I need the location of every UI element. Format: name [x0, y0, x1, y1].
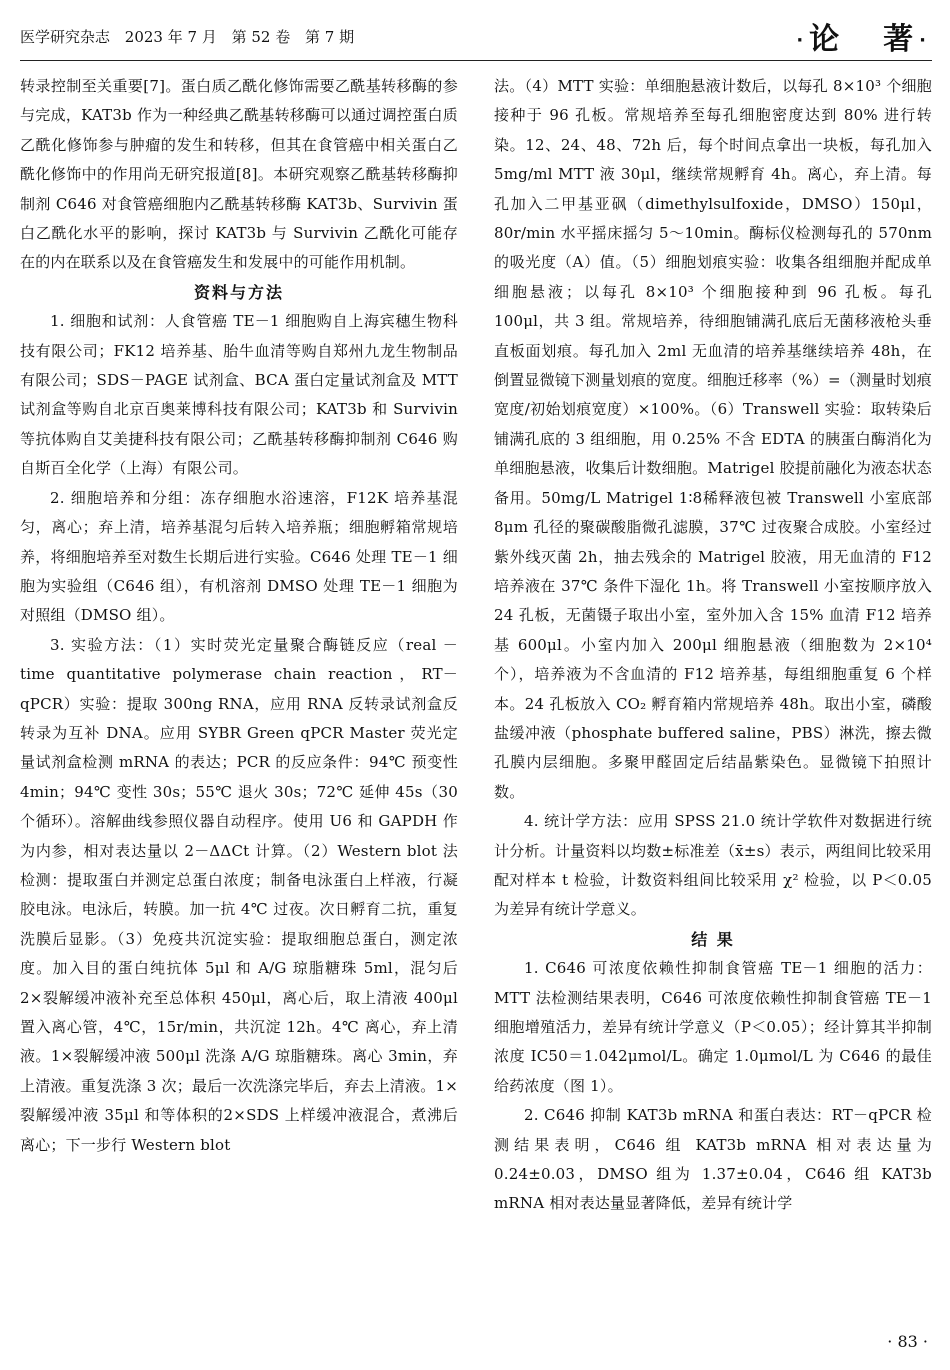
materials-paragraph: 1. 细胞和试剂：人食管癌 TE－1 细胞购自上海宾穗生物科技有限公司；FK12 培养基、胎牛血清等购自郑州九龙生物制品有限公司；SDS－PAGE 试剂盒、BCA 蛋白定量试剂盒及 MTT 试剂盒等购自北京百奥莱博科技有限公司；KAT3b 和 Survivin 等抗体购自艾美捷科技有限公司；乙酰基转移酶抑制剂 C646 购自斯百全化学（上海）有限公司。 [20, 312, 458, 478]
volume-number: 第 52 卷 [231, 28, 291, 46]
left-column [20, 72, 458, 1160]
section-char-1: 论 [809, 22, 840, 57]
section-dot-right: · [919, 30, 926, 51]
section-dot-left: · [796, 30, 804, 51]
result-1-paragraph: 1. C646 可浓度依赖性抑制食管癌 TE－1 细胞的活力：MTT 法检测结果表明，C646 可浓度依赖性抑制食管癌 TE－1 细胞增殖活力，差异有统计学意义（P＜0.05）；经计算其半抑制浓度 IC50＝1.042μmol/L。确定 1.0μmol/L 为 C646 的最佳给药浓度（图 1）。 [494, 959, 932, 1095]
issue-number: 第 7 期 [305, 28, 355, 46]
result-2-paragraph: 2. C646 抑制 KAT3b mRNA 和蛋白表达：RT－qPCR 检测结果表明，C646 组 KAT3b mRNA 相对表达量为 0.24±0.03，DMSO 组为 1.37±0.04，C646 组 KAT3b mRNA 相对表达量显著降低，差异有统计学 [494, 1106, 932, 1213]
statistics-paragraph: 4. 统计学方法：应用 SPSS 21.0 统计学软件对数据进行统计分析。计量资料以均数±标准差（x̄±s）表示，两组间比较采用配对样本 t 检验，计数资料组间比较采用 χ² 检验，以 P＜0.05 为差异有统计学意义。 [494, 812, 932, 919]
section-label [790, 14, 932, 58]
journal-name: 医学研究杂志 [20, 28, 111, 46]
right-column [494, 72, 932, 1219]
section-char-2: 著 [883, 22, 914, 57]
culture-paragraph: 2. 细胞培养和分组：冻存细胞水浴速溶，F12K 培养基混匀，离心；弃上清，培养基混匀后转入培养瓶；细胞孵箱常规培养，将细胞培养至对数生长期后进行实验。C646 处理 TE－1 细胞为实验组（C646 组），有机溶剂 DMSO 处理 TE－1 细胞为对照组（DMSO 组）。 [20, 488, 458, 625]
journal-info [20, 26, 364, 47]
methods-paragraph: 3. 实验方法：（1）实时荧光定量聚合酶链反应（real － time quantitative polymerase chain reaction，RT－qPCR）实验：提取 300ng RNA，应用 RNA 反转录试剂盒反转录为互补 DNA。应用 SYBR Green qPCR Master 荧光定量试剂盒检测 mRNA 的表达；PCR 的反应条件：94℃ 预变性 4min；94℃ 变性 30s；55℃ 退火 30s；72℃ 延伸 45s（30 个循环）。溶解曲线参照仪器自动程序。使用 U6 和 GAPDH 作为内参，相对表达量以 2－ΔΔCt 计算。（2）Western blot 法检测：提取蛋白并测定总蛋白浓度；制备电泳蛋白上样液，行凝胶电泳。电泳后，转膜。加一抗 4℃ 过夜。次日孵育二抗，重复洗膜后显影。（3）免疫共沉淀实验：提取细胞总蛋白，测定浓度。加入目的蛋白纯抗体 5μl 和 A/G 琼脂糖珠 5ml，混匀后 2×裂解缓冲液补充至总体积 450μl，离心后，取上清液 400μl 置入离心管，4℃，15r/min，共沉淀 12h。4℃ 离心，弃上清液。1×裂解缓冲液 500μl 洗涤 A/G 琼脂糖珠。离心 3min，弃上清液。重复洗涤 3 次；最后一次洗涤完毕后，弃去上清液。1×裂解缓冲液 35μl 和等体积的2×SDS 上样缓冲液混合，煮沸后离心；下一步行 Western blot [20, 635, 458, 1154]
results-heading: 结 果 [691, 929, 735, 949]
methods-continued-paragraph: 法。（4）MTT 实验：单细胞悬液计数后，以每孔 8×10³ 个细胞接种于 96 孔板。常规培养至每孔细胞密度达到 80% 进行转染。12、24、48、72h 后，每个时间点拿出一块板，每孔加入 5mg/ml MTT 液 30μl，继续常规孵育 4h。离心，弃上清。每孔加入二甲基亚砜（dimethylsulfoxide，DMSO）150μl，80r/min 水平摇床摇匀 5～10min。酶标仪检测每孔的 570nm 的吸光度（A）值。（5）细胞划痕实验：收集各组细胞并配成单细胞悬液；以每孔 8×10³ 个细胞接种到 96 孔板。每孔 100μl，共 3 组。常规培养，待细胞铺满孔底后无菌移液枪头垂直板面划痕。每孔加入 2ml 无血清的培养基继续培养 48h，在倒置显微镜下测量划痕的宽度。细胞迁移率（%）=（测量时划痕宽度/初始划痕宽度）×100%。（6）Transwell 实验：取转染后铺满孔底的 3 组细胞，用 0.25% 不含 EDTA 的胰蛋白酶消化为单细胞悬液，收集后计数细胞。Matrigel 胶提前融化为液态状态备用。50mg/L Matrigel 1∶8稀释液包被 Transwell 小室底部 8μm 孔径的聚碳酸脂微孔滤膜，37℃ 过夜聚合成胶。小室经过紫外线灭菌 2h，抽去残余的 Matrigel 胶液，用无血清的 F12 培养液在 37℃ 条件下湿化 1h。将 Transwell 小室按顺序放入 24 孔板，无菌镊子取出小室，室外加入含 15% 血清 F12 培养基 600μl。小室内加入 200μl 细胞悬液（细胞数为 2×10⁴ 个），培养液为不含血清的 F12 培养基，每组细胞重复 6 个样本。24 孔板放入 CO₂ 孵育箱内常规培养 48h。取出小室，磷酸盐缓冲液（phosphate buffered saline，PBS）淋洗，擦去微孔膜内层细胞。多聚甲醛固定后结晶紫染色。显微镜下拍照计数。 [494, 77, 932, 801]
intro-paragraph: 转录控制至关重要[7]。蛋白质乙酰化修饰需要乙酰基转移酶的参与完成，KAT3b 作为一种经典乙酰基转移酶可以通过调控蛋白质乙酰化修饰参与肿瘤的发生和转移，但其在食管癌中相关蛋白乙酰化修饰中的作用尚无研究报道[8]。本研究观察乙酰基转移酶抑制剂 C646 对食管癌细胞内乙酰基转移酶 KAT3b、Survivin 蛋白乙酰化水平的影响，探讨 KAT3b 与 Survivin 乙酰化可能存在的内在联系以及在食管癌发生和发展中的可能作用机制。 [20, 77, 458, 272]
header-rule [20, 60, 932, 61]
methods-heading: 资料与方法 [193, 282, 284, 302]
page-number: · 83 · [887, 1332, 928, 1351]
running-header [20, 14, 932, 60]
issue-date: 2023 年 7 月 [124, 28, 217, 46]
